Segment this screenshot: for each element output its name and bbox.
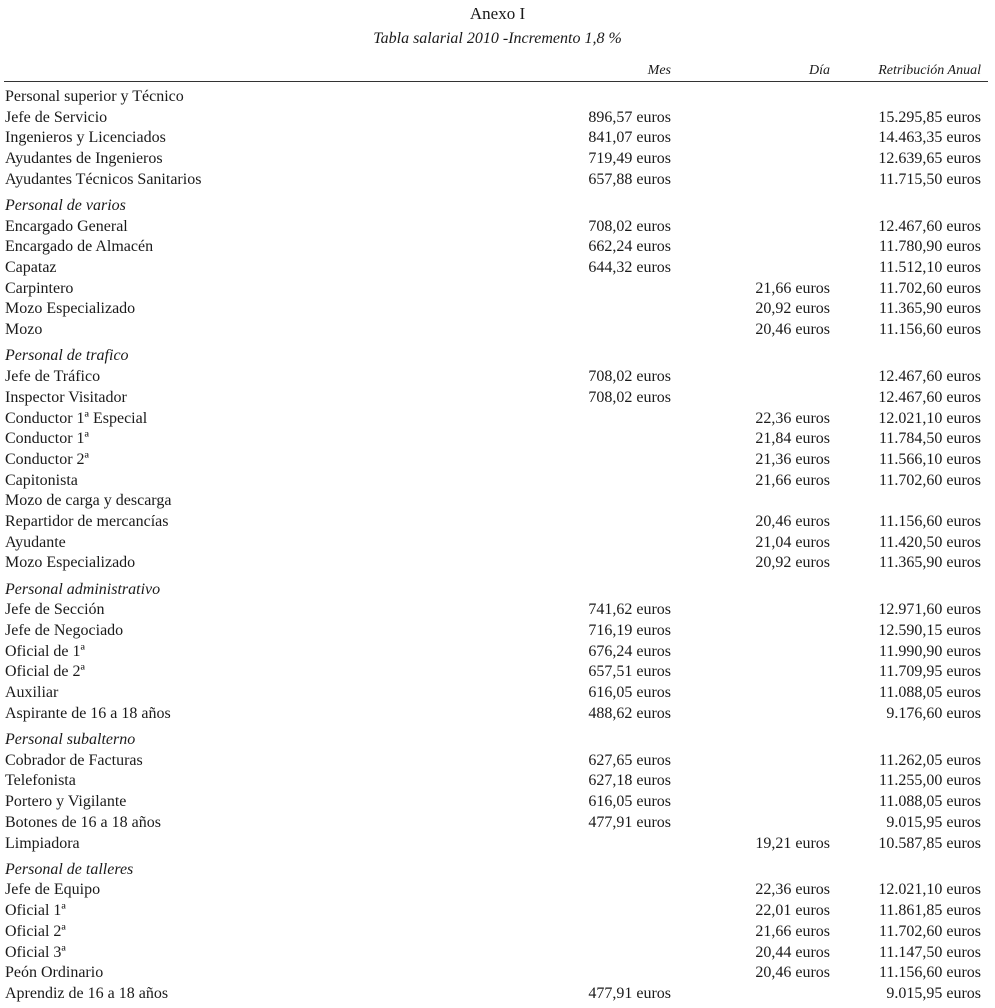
category-name: Jefe de Negociado: [5, 622, 124, 640]
category-name: Ingenieros y Licenciados: [5, 129, 166, 147]
category-name: Capitonista: [5, 471, 78, 489]
daily-salary: 20,92 euros: [755, 554, 830, 572]
monthly-salary: 716,19 euros: [588, 622, 671, 640]
table-row: [0, 683, 995, 704]
annual-salary: 11.512,10 euros: [878, 259, 981, 277]
category-name: Mozo Especializado: [5, 554, 136, 572]
category-name: Aprendiz de 16 a 18 años: [5, 984, 169, 1002]
daily-salary: 21,84 euros: [755, 430, 830, 448]
category-name: Portero y Vigilante: [5, 793, 127, 811]
monthly-salary: 741,62 euros: [588, 601, 671, 619]
category-name: Ayudantes de Ingenieros: [5, 150, 163, 168]
section-heading: [0, 854, 995, 880]
category-name: Carpintero: [5, 279, 74, 297]
daily-salary: 22,36 euros: [755, 881, 830, 899]
category-name: Conductor 1ª: [5, 430, 89, 448]
table-row: [0, 170, 995, 191]
section-title: Personal subalterno: [5, 731, 136, 749]
category-name: Aspirante de 16 a 18 años: [5, 704, 171, 722]
category-name: Peón Ordinario: [5, 964, 104, 982]
salary-table: [0, 87, 995, 1005]
category-name: Ayudantes Técnicos Sanitarios: [5, 170, 202, 188]
column-header-dia: Día: [809, 63, 830, 78]
annual-salary: 11.365,90 euros: [878, 554, 981, 572]
monthly-salary: 841,07 euros: [588, 129, 671, 147]
table-row: [0, 751, 995, 772]
annual-salary: 11.861,85 euros: [878, 902, 981, 920]
table-row: [0, 880, 995, 901]
table-row: [0, 704, 995, 725]
annual-salary: 9.015,95 euros: [886, 984, 981, 1002]
annual-salary: 12.021,10 euros: [878, 881, 981, 899]
annual-salary: 11.702,60 euros: [878, 922, 981, 940]
daily-salary: 21,36 euros: [755, 450, 830, 468]
category-name: Jefe de Tráfico: [5, 368, 101, 386]
table-row: [0, 299, 995, 320]
category-name: Encargado de Almacén: [5, 238, 154, 256]
category-name: Oficial 3ª: [5, 943, 66, 961]
category-name: Mozo: [5, 321, 43, 339]
table-row: [0, 279, 995, 300]
table-row: [0, 963, 995, 984]
daily-salary: 19,21 euros: [755, 834, 830, 852]
category-name: Capataz: [5, 259, 57, 277]
daily-salary: 20,92 euros: [755, 300, 830, 318]
table-row: [0, 792, 995, 813]
category-name: Repartidor de mercancías: [5, 512, 169, 530]
table-row: [0, 600, 995, 621]
annual-salary: 12.971,60 euros: [878, 601, 981, 619]
daily-salary: 20,46 euros: [755, 321, 830, 339]
table-row: [0, 491, 995, 512]
column-header-retribucion-anual: Retribución Anual: [878, 63, 981, 78]
annual-salary: 11.365,90 euros: [878, 300, 981, 318]
monthly-salary: 719,49 euros: [588, 150, 671, 168]
category-name: Conductor 2ª: [5, 450, 89, 468]
daily-salary: 21,66 euros: [755, 471, 830, 489]
table-row: [0, 642, 995, 663]
daily-salary: 21,66 euros: [755, 279, 830, 297]
monthly-salary: 708,02 euros: [588, 388, 671, 406]
monthly-salary: 488,62 euros: [588, 704, 671, 722]
category-name: Jefe de Servicio: [5, 108, 108, 126]
header-rule: [4, 81, 988, 82]
section-heading: [0, 574, 995, 600]
annual-salary: 9.176,60 euros: [886, 704, 981, 722]
daily-salary: 22,01 euros: [755, 902, 830, 920]
section-heading: [0, 341, 995, 367]
section-title: Personal de varios: [5, 197, 126, 215]
category-name: Mozo de carga y descarga: [5, 492, 172, 510]
annual-salary: 12.021,10 euros: [878, 409, 981, 427]
table-row: [0, 237, 995, 258]
table-row: [0, 429, 995, 450]
daily-salary: 20,44 euros: [755, 943, 830, 961]
document-subtitle: Tabla salarial 2010 -Incremento 1,8 %: [373, 30, 622, 47]
annual-salary: 11.088,05 euros: [878, 793, 981, 811]
table-row: [0, 471, 995, 492]
annual-salary: 11.156,60 euros: [878, 512, 981, 530]
annual-salary: 9.015,95 euros: [886, 813, 981, 831]
monthly-salary: 477,91 euros: [588, 813, 671, 831]
annual-salary: 11.262,05 euros: [878, 751, 981, 769]
table-row: [0, 367, 995, 388]
section-title: Personal administrativo: [5, 580, 161, 598]
annual-salary: 11.566,10 euros: [878, 450, 981, 468]
category-name: Mozo Especializado: [5, 300, 136, 318]
monthly-salary: 676,24 euros: [588, 642, 671, 660]
category-name: Conductor 1ª Especial: [5, 409, 148, 427]
column-header-mes: Mes: [647, 63, 671, 78]
annual-salary: 11.702,60 euros: [878, 279, 981, 297]
annual-salary: 15.295,85 euros: [878, 108, 981, 126]
annual-salary: 11.784,50 euros: [878, 430, 981, 448]
table-row: [0, 621, 995, 642]
daily-salary: 21,04 euros: [755, 533, 830, 551]
annual-salary: 12.467,60 euros: [878, 217, 981, 235]
section-heading: [0, 724, 995, 750]
table-row: [0, 388, 995, 409]
table-row: [0, 217, 995, 238]
section-title: Personal de talleres: [5, 860, 134, 878]
monthly-salary: 662,24 euros: [588, 238, 671, 256]
section-title: Personal de trafico: [5, 347, 129, 365]
table-row: [0, 553, 995, 574]
section-heading: [0, 190, 995, 216]
category-name: Telefonista: [5, 772, 76, 790]
table-row: [0, 108, 995, 129]
category-name: Oficial 2ª: [5, 922, 66, 940]
annual-salary: 12.590,15 euros: [878, 622, 981, 640]
category-name: Jefe de Sección: [5, 601, 105, 619]
annual-salary: 11.156,60 euros: [878, 964, 981, 982]
section-heading: [0, 87, 995, 108]
monthly-salary: 657,51 euros: [588, 663, 671, 681]
table-row: [0, 409, 995, 430]
table-row: [0, 533, 995, 554]
table-row: [0, 512, 995, 533]
table-row: [0, 128, 995, 149]
annual-salary: 11.147,50 euros: [878, 943, 981, 961]
annual-salary: 11.990,90 euros: [878, 642, 981, 660]
category-name: Cobrador de Facturas: [5, 751, 143, 769]
table-row: [0, 149, 995, 170]
table-row: [0, 943, 995, 964]
daily-salary: 22,36 euros: [755, 409, 830, 427]
table-row: [0, 320, 995, 341]
annual-salary: 11.715,50 euros: [878, 170, 981, 188]
table-row: [0, 984, 995, 1005]
annual-salary: 12.639,65 euros: [878, 150, 981, 168]
daily-salary: 21,66 euros: [755, 922, 830, 940]
category-name: Auxiliar: [5, 684, 59, 702]
section-title: Personal superior y Técnico: [5, 88, 184, 105]
category-name: Limpiadora: [5, 834, 80, 852]
category-name: Oficial 1ª: [5, 902, 66, 920]
annual-salary: 12.467,60 euros: [878, 368, 981, 386]
category-name: Ayudante: [5, 533, 66, 551]
annual-salary: 10.587,85 euros: [878, 834, 981, 852]
table-row: [0, 258, 995, 279]
daily-salary: 20,46 euros: [755, 964, 830, 982]
table-row: [0, 771, 995, 792]
table-row: [0, 834, 995, 855]
annual-salary: 11.088,05 euros: [878, 684, 981, 702]
annual-salary: 11.702,60 euros: [878, 471, 981, 489]
annual-salary: 14.463,35 euros: [878, 129, 981, 147]
category-name: Encargado General: [5, 217, 128, 235]
annual-salary: 11.709,95 euros: [878, 663, 981, 681]
annual-salary: 11.420,50 euros: [878, 533, 981, 551]
table-row: [0, 922, 995, 943]
category-name: Inspector Visitador: [5, 388, 127, 406]
daily-salary: 20,46 euros: [755, 512, 830, 530]
monthly-salary: 657,88 euros: [588, 170, 671, 188]
table-row: [0, 813, 995, 834]
annual-salary: 11.156,60 euros: [878, 321, 981, 339]
category-name: Oficial de 1ª: [5, 642, 85, 660]
monthly-salary: 708,02 euros: [588, 217, 671, 235]
monthly-salary: 627,65 euros: [588, 751, 671, 769]
table-row: [0, 662, 995, 683]
category-name: Jefe de Equipo: [5, 881, 101, 899]
document-title: Anexo I: [469, 4, 526, 23]
category-name: Botones de 16 a 18 años: [5, 813, 161, 831]
monthly-salary: 708,02 euros: [588, 368, 671, 386]
monthly-salary: 644,32 euros: [588, 259, 671, 277]
annual-salary: 12.467,60 euros: [878, 388, 981, 406]
category-name: Oficial de 2ª: [5, 663, 85, 681]
monthly-salary: 477,91 euros: [588, 984, 671, 1002]
annual-salary: 11.780,90 euros: [878, 238, 981, 256]
monthly-salary: 616,05 euros: [588, 684, 671, 702]
table-row: [0, 901, 995, 922]
monthly-salary: 616,05 euros: [588, 793, 671, 811]
monthly-salary: 627,18 euros: [588, 772, 671, 790]
annual-salary: 11.255,00 euros: [878, 772, 981, 790]
table-row: [0, 450, 995, 471]
monthly-salary: 896,57 euros: [588, 108, 671, 126]
